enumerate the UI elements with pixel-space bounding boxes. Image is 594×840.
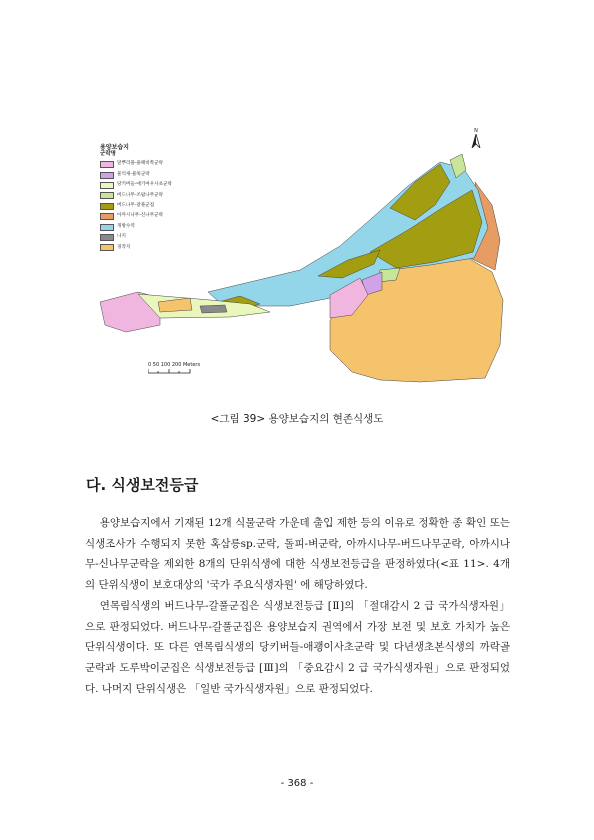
map-legend — [100, 145, 172, 253]
legend-item — [100, 170, 172, 180]
body-text — [85, 513, 510, 699]
paragraph: 연목림식생의 버드나무-갈풀군집은 식생보전등급 [Ⅱ]의 「절대감시 2 급 국가식생자원」으로 판정되었다. 버드나무-갈풀군집은 용양보습지 권역에서 가장 보전 및 보호 가치가 높은 단위식생이다. 또 다른 연목림식생의 당키버들-애괭이사초군락 및 다년생초본식생의 까락골군락과 도루박이군집은 식생보전등급 [Ⅲ]의 「중요감시 2 급 국가식생자원」으로 판정되었다. 나머지 단위식생은 「일반 국가식생자원」으로 판정되었다. — [85, 599, 510, 695]
legend-swatch — [100, 172, 114, 179]
legend-label: 경작지 — [117, 244, 131, 250]
legend-label: 버드나무-갈풀군집 — [117, 202, 155, 208]
legend-swatch — [100, 213, 114, 220]
legend-item — [100, 201, 172, 211]
legend-item — [100, 160, 172, 170]
figure-caption: <그림 39> 용양보습지의 현존식생도 — [210, 413, 384, 425]
scale-bar-graphic — [148, 368, 192, 374]
scale-bar — [148, 362, 200, 376]
legend-swatch — [100, 192, 114, 199]
legend-swatch — [100, 161, 114, 168]
page-number: - 368 - — [280, 778, 314, 789]
legend-label: 물억새-물쑥군락 — [117, 171, 150, 177]
legend-subtitle: 군락명 — [100, 151, 116, 157]
north-arrow — [470, 128, 482, 150]
legend-item — [100, 232, 172, 242]
north-label: N — [474, 128, 478, 134]
legend-swatch — [100, 203, 114, 210]
legend-item — [100, 191, 172, 201]
paragraph: 용양보습지에서 기재된 12개 식물군락 가운데 출입 제한 등의 이유로 정확한 종 확인 또는 식생조사가 수행되지 못한 혹삼릉sp.군락, 돌피-벼군락, 아까시나무-버드나무군락, 아까시나무-신나무군락을 제외한 8개의 단위식생에 대한 식생보전등급을 판정하였다(<표 11>. 4개의 단위식생이 보호대상의 '국가 주요식생자원' 에 해당하였다. — [85, 517, 510, 592]
bare-ground — [200, 305, 227, 313]
legend-item — [100, 211, 172, 221]
north-arrow-icon — [470, 134, 482, 148]
legend-item — [100, 243, 172, 253]
legend-swatch — [100, 182, 114, 189]
legend-swatch — [100, 224, 114, 231]
legend-title: 용양보습지 — [100, 144, 129, 151]
legend-label: 달뿌리풀-줄패비쪽군락 — [117, 161, 164, 167]
legend-label: 나지 — [117, 234, 126, 240]
legend-swatch — [100, 244, 114, 251]
legend-label: 아까시나무-신나무군락 — [117, 213, 164, 219]
legend-item — [100, 222, 172, 232]
legend-label: 당키버들-애기여우사초군락 — [117, 182, 172, 188]
section-heading: 다. 식생보전등급 — [86, 476, 199, 494]
scale-label: 0 50 100 200 Meters — [148, 362, 201, 368]
legend-label: 버드나무-조팝나무군락 — [117, 192, 164, 198]
legend-swatch — [100, 234, 114, 241]
legend-label: 개방수역 — [117, 223, 135, 229]
legend-item — [100, 180, 172, 190]
